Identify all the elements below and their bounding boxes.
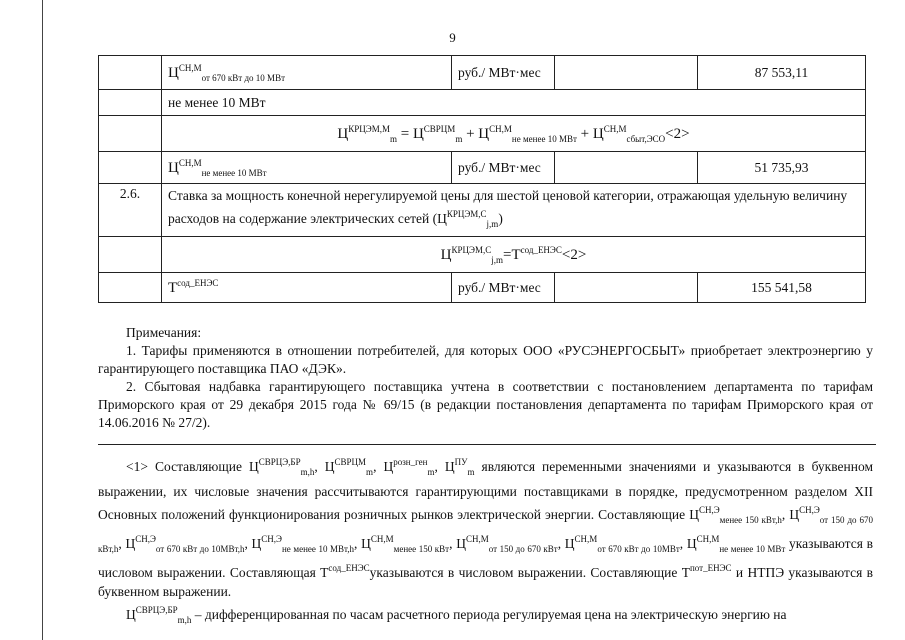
tariff-table [98, 55, 866, 303]
table-row [99, 152, 866, 184]
description-cell: Ставка за мощность конечной нерегулируемой цены для шестой ценовой категории, отражающая удельную величину расходов на содержание электрических сетей $(Ц^{КРЦЭМ,С}_{j,m})$ [162, 184, 866, 237]
unit-cell: руб./ МВт·мес [452, 152, 555, 184]
formula-cell: $Ц^{КРЦЭМ,М}_m = Ц^{СВРЦМ}_m + Ц^{СН,М}_{не менее 10 МВт} + Ц^{СН,М}_{сбыт,ЭСО}<2>$ [162, 116, 866, 152]
symbol-cell: $Ц^{СН,М}_{не менее 10 МВт}$ [162, 152, 452, 184]
symbol-cell: $Ц^{СН,М}_{от 670 кВт до 10 МВт}$ [162, 56, 452, 90]
value-cell: 51 735,93 [698, 152, 866, 184]
table-row [99, 184, 866, 237]
unit-cell: руб./ МВт·мес [452, 56, 555, 90]
value-cell: 87 553,11 [698, 56, 866, 90]
footnote-paragraph: <1> Составляющие $Ц^{СВРЦЭ,БР}_{m,h}$, $Ц^{СВРЦМ}_m$, $Ц^{розн\_ген}_m$, $Ц^{ПУ}_m$ являются переменными значениями и указываются в буквенном выражении, их числовые значения рассчитываются гарантирующими поставщиками в порядке, предусмотренном разделом XII Основных положений функционирования розничных рынков электрической энергии. Составляющие $Ц^{СН,Э}_{менее 150 кВт,h}$, $Ц^{СН,Э}_{от 150 до 670 кВт,h}$, $Ц^{СН,Э}_{от 670 кВт до 10МВт,h}$, $Ц^{СН,Э}_{не менее 10 МВт,h}$, $Ц^{СН,М}_{менее 150 кВт}$, $Ц^{СН,М}_{от 150 до 670 кВт}$, $Ц^{СН,М}_{от 670 кВт до 10МВт}$, $Ц^{СН,М}_{не менее 10 МВт}$ указываются в числовом выражении. Составляющая $Т^{сод\_ЕНЭС}указываются$ в числовом выражении. Составляющие $Т^{пот\_ЕНЭС}$ и НТПЭ указываются в буквенном выражении. [98, 457, 874, 599]
footnote-paragraph: $Ц^{СВРЦЭ,БР}_{m,h}$ – дифференцированная по часам расчетного периода регулируемая цена на электрическую энергию на [126, 605, 787, 625]
page-number: 9 [449, 30, 456, 45]
section-heading: не менее 10 МВт [162, 90, 866, 116]
unit-cell: руб./ МВт·мес [452, 273, 555, 303]
footnote-section [98, 453, 873, 630]
note-item: 1. Тарифы применяются в отношении потребителей, для которых ООО «РУСЭНЕРГОСБЫТ» приобретает электроэнергию у гарантирующего поставщика ПАО «ДЭК». [98, 343, 873, 376]
symbol-cell: $Т^{сод\_ЕНЭС}$ [162, 273, 452, 303]
value-cell: 155 541,58 [698, 273, 866, 303]
row-number-cell: 2.6. [99, 184, 162, 237]
row-number-cell [99, 56, 162, 90]
note-item: 2. Сбытовая надбавка гарантирующего поставщика учтена в соответствии с постановлением департамента по тарифам Приморского края от 29 декабря 2015 года № 69/15 (в редакции постановления департамента по тарифам Приморского края от 14.06.2016 № 27/2). [98, 379, 873, 430]
footnote-divider [98, 444, 876, 446]
page-frame-line [42, 0, 43, 640]
notes-title: Примечания: [126, 325, 202, 340]
notes-section [98, 324, 873, 432]
table-row [99, 116, 866, 152]
table-row [99, 56, 866, 90]
table-row [99, 273, 866, 303]
table-row [99, 90, 866, 116]
formula-cell: $Ц^{КРЦЭМ,С}_{j,m}=Т^{сод\_ЕНЭС}<2>$ [162, 237, 866, 273]
table-row [99, 237, 866, 273]
